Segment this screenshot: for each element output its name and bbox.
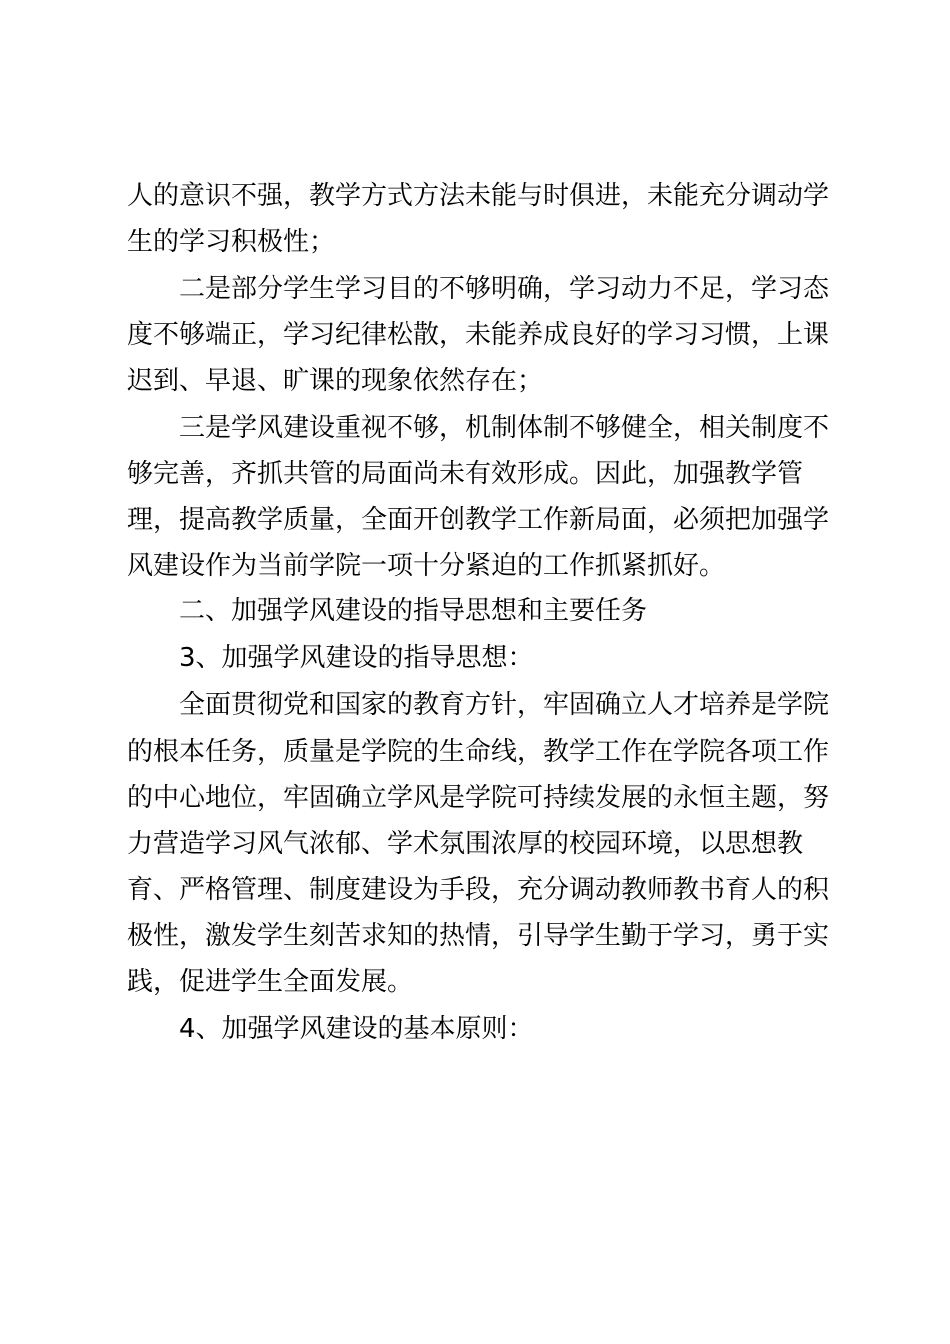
section-heading: 二、加强学风建设的指导思想和主要任务 [179,596,648,626]
text-line: 风建设作为当前学院一项十分紧迫的工作抓紧抓好。 [127,551,726,581]
text-line: 极性，激发学生刻苦求知的热情，引导学生勤于学习，勇于实 [127,921,830,951]
paragraph-start-line: 全面贯彻党和国家的教育方针，牢固确立人才培养是学院 [179,690,830,720]
text-line: 生的学习积极性； [127,227,336,257]
text-line: 的中心地位，牢固确立学风是学院可持续发展的永恒主题，努 [127,783,830,813]
text-line: 践，促进学生全面发展。 [127,967,414,997]
text-line: 育、严格管理、制度建设为手段，充分调动教师教书育人的积 [127,875,830,905]
paragraph-start-line: 三是学风建设重视不够，机制体制不够健全，相关制度不 [179,413,830,443]
subsection-heading: 4、加强学风建设的基本原则： [179,1014,534,1044]
text-line: 的根本任务，质量是学院的生命线，教学工作在学院各项工作 [127,737,830,767]
text-line: 理，提高教学质量，全面开创教学工作新局面，必须把加强学 [127,505,830,535]
text-line: 够完善，齐抓共管的局面尚未有效形成。因此，加强教学管 [127,459,804,489]
subsection-heading: 3、加强学风建设的指导思想： [179,643,534,673]
text-line: 迟到、早退、旷课的现象依然存在； [127,366,544,396]
paragraph-start-line: 二是部分学生学习目的不够明确，学习动力不足，学习态 [179,274,830,304]
text-line: 度不够端正，学习纪律松散，未能养成良好的学习习惯，上课 [127,320,830,350]
text-line: 力营造学习风气浓郁、学术氛围浓厚的校园环境，以思想教 [127,829,804,859]
text-line: 人的意识不强，教学方式方法未能与时俱进，未能充分调动学 [127,181,830,211]
